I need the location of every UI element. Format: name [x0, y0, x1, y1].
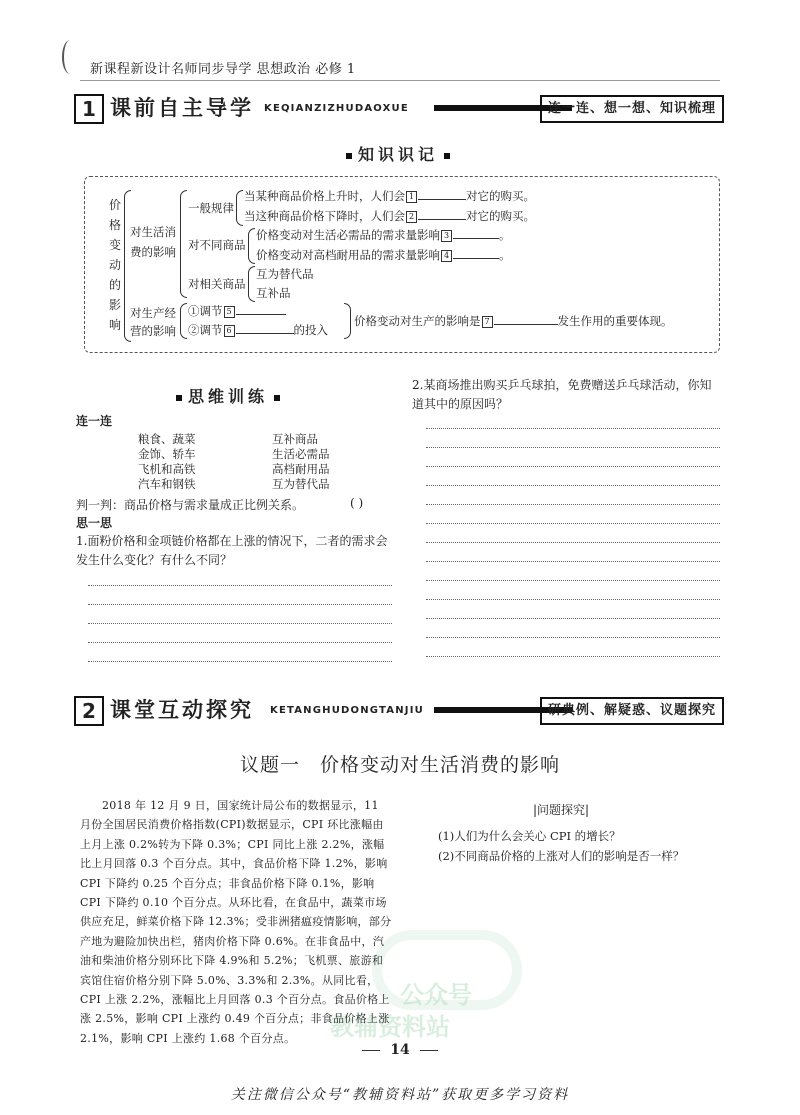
- fill-blank-1[interactable]: [418, 199, 466, 200]
- answer-line[interactable]: [88, 604, 392, 605]
- section-title: 课堂互动探究: [110, 698, 254, 722]
- fill-blank-7[interactable]: [494, 324, 558, 325]
- section-1-banner: [74, 94, 724, 122]
- rule-down-end: 对它的购买。: [466, 209, 535, 223]
- match-right-item[interactable]: 互为替代品: [272, 477, 330, 491]
- match-right-item[interactable]: 互补商品: [272, 432, 318, 446]
- rule-down-line: [244, 208, 535, 224]
- adjust-2-line: [188, 322, 328, 338]
- page-number-text: 14: [390, 1042, 410, 1058]
- heading-bullet-right: [274, 395, 280, 401]
- fill-blank-4[interactable]: [453, 258, 499, 259]
- answer-line[interactable]: [426, 504, 720, 505]
- root-label-char: 的: [108, 278, 121, 292]
- answer-line[interactable]: [426, 656, 720, 657]
- match-right-item[interactable]: 生活必需品: [272, 447, 330, 461]
- header-decoration: [62, 40, 78, 74]
- question-1: (1)人们为什么会关心 CPI 的增长？: [438, 829, 621, 843]
- judge-text: 判一判：商品价格与需求量成正比例关系。: [76, 498, 305, 512]
- judge-answer-paren[interactable]: ( ): [350, 496, 364, 510]
- think-question-1: 1.面粉价格和金项链价格都在上涨的情况下，二者的需求会发生什么变化？有什么不同？: [76, 534, 388, 567]
- match-left-item[interactable]: 汽车和钢铁: [138, 477, 196, 491]
- brace-consumption: [180, 190, 187, 298]
- rule-up-line: [244, 188, 535, 204]
- think-question-2: 2.某商场推出购买乒乓球拍，免费赠送乒乓球活动，你知道其中的原因吗？: [412, 378, 712, 411]
- blank-number-1: 1: [406, 191, 417, 203]
- answer-line[interactable]: [426, 599, 720, 600]
- section-2-banner: [74, 696, 724, 724]
- blank-number-3: 3: [441, 230, 452, 242]
- answer-line[interactable]: [426, 542, 720, 543]
- match-left-item[interactable]: 粮食、蔬菜: [138, 432, 196, 446]
- brace-diff: [248, 228, 255, 264]
- thinking-heading-text: 思维训练: [188, 387, 269, 406]
- watermark-text: 公众号: [400, 981, 472, 1009]
- answer-line[interactable]: [426, 523, 720, 524]
- root-label-char: 变: [108, 238, 121, 252]
- lux-goods-text: 价格变动对高档耐用品的需求量影响: [256, 248, 440, 262]
- section-pinyin: KETANGHUDONGTANJIU: [270, 705, 424, 716]
- branch-consumption: 对生活消费的影响: [130, 225, 176, 259]
- page-number-dash: [362, 1050, 380, 1051]
- section-tag: 连一连、想一想、知识梳理: [540, 95, 724, 123]
- substitute-label: 互为替代品: [256, 267, 314, 281]
- judge-question: [76, 496, 304, 513]
- brace-adjust: [344, 303, 351, 339]
- brace-general: [236, 190, 243, 226]
- production-line: [354, 313, 673, 329]
- question-2: (2)不同商品价格的上涨对人们的影响是否一样？: [438, 849, 685, 863]
- answer-line[interactable]: [426, 580, 720, 581]
- question-explore-label: |问题探究|: [533, 803, 590, 817]
- answer-line[interactable]: [426, 466, 720, 467]
- rule-down-text: 当这种商品价格下降时，人们会: [244, 209, 405, 223]
- fill-blank-2[interactable]: [418, 219, 466, 220]
- production-end: 发生作用的重要体现。: [557, 314, 673, 328]
- think-label: 思一思: [76, 516, 113, 530]
- adjust-1-line: [188, 303, 286, 319]
- match-right-column: [272, 432, 330, 492]
- heading-bullet-left: [176, 395, 182, 401]
- fill-blank-6[interactable]: [236, 333, 294, 334]
- knowledge-heading-text: 知识识记: [358, 145, 439, 164]
- blank-number-2: 2: [406, 211, 417, 223]
- root-label-char: 格: [108, 218, 121, 232]
- section-number: 2: [74, 696, 104, 726]
- answer-line[interactable]: [88, 585, 392, 586]
- adjust-2-end: 的投入: [293, 323, 328, 337]
- diff-goods: 对不同商品: [188, 238, 246, 252]
- match-left-item[interactable]: 金饰、轿车: [138, 447, 196, 461]
- footer-note: 关注微信公众号“教辅资料站”获取更多学习资料: [230, 1087, 570, 1103]
- section-title: 课前自主导学: [110, 96, 254, 120]
- blank-number-4: 4: [441, 250, 452, 262]
- complement-label: 互补品: [256, 286, 291, 300]
- knowledge-heading: [340, 142, 456, 165]
- root-label-char: 动: [108, 258, 121, 272]
- thinking-heading: [170, 384, 286, 407]
- match-left-item[interactable]: 飞机和高铁: [138, 462, 196, 476]
- case-paragraph: 2018 年 12 月 9 日，国家统计局公布的数据显示，11 月份全国居民消费价格指数(CPI)数据显示，CPI 环比涨幅由上月上涨 0.2%转为下降 0.3%；CPI 同比上涨 2.2%，涨幅比上月回落 0.3 个百分点。其中，食品价格下降 1.2%，影响 CPI 下降约 0.25 个百分点；非食品价格下降 0.1%，影响 CPI 下降约 0.10 个百分点。从环比看，在食品中，蔬菜市场供应充足，鲜菜价格下降 12.3%；受非洲猪瘟疫情影响，部分产地为避险加快出栏，猪肉价格下降 0.6%。在非食品中，汽油和柴油价格分别环比下降 4.9%和 5.2%；飞机票、旅游和宾馆住宿价格分别下降 5.0%、3.3%和 2.3%。从同比看，CPI 上涨 2.2%，涨幅比上月回落 0.3 个百分点。食品价格上涨 2.5%，影响 CPI 上涨约 0.49 个百分点；非食品价格上涨 2.1%，影响 CPI 上涨约 1.68 个百分点。: [80, 799, 392, 1045]
- answer-line[interactable]: [426, 618, 720, 619]
- branch-production: 对生产经营的影响: [130, 306, 176, 338]
- adjust-1-text: ①调节: [188, 304, 223, 318]
- fill-blank-5[interactable]: [236, 314, 286, 315]
- root-label-char: 价: [108, 198, 121, 212]
- rule-up-end: 对它的购买。: [466, 189, 535, 203]
- need-goods-line: 价格变动对生活必需品的需求量影响 3 。: [256, 228, 511, 242]
- watermark-text: 教辅资料站: [330, 1013, 450, 1041]
- running-header: 新课程新设计名师同步导学 思想政治 必修 1: [90, 62, 356, 77]
- page-number-dash: [420, 1050, 438, 1051]
- heading-bullet-left: [346, 153, 352, 159]
- root-label: [108, 195, 122, 335]
- answer-line[interactable]: [426, 428, 720, 429]
- need-goods-text: 价格变动对生活必需品的需求量影响: [256, 228, 440, 242]
- root-label-char: 响: [108, 318, 121, 332]
- production-text: 价格变动对生产的影响是: [354, 314, 481, 328]
- answer-line[interactable]: [426, 447, 720, 448]
- blank-number-7: 7: [482, 316, 493, 328]
- section-pinyin: KEQIANZIZHUDAOXUE: [264, 103, 409, 114]
- related-goods: 对相关商品: [188, 277, 246, 291]
- root-label-char: 影: [108, 298, 121, 312]
- answer-line[interactable]: [88, 661, 392, 662]
- blank-number-6: 6: [224, 325, 235, 337]
- section-tag: 研典例、解疑惑、议题探究: [540, 697, 724, 725]
- brace-related: [248, 266, 255, 302]
- answer-line[interactable]: [426, 485, 720, 486]
- adjust-2-text: ②调节: [188, 323, 223, 337]
- answer-line[interactable]: [426, 637, 720, 638]
- fill-blank-3[interactable]: [453, 238, 499, 239]
- page-number: [0, 1042, 800, 1058]
- rule-general: 一般规律: [188, 201, 234, 215]
- brace-production: [180, 303, 187, 339]
- answer-line[interactable]: [88, 623, 392, 624]
- lux-goods-line: 价格变动对高档耐用品的需求量影响 4 。: [256, 248, 511, 262]
- match-right-item[interactable]: 高档耐用品: [272, 462, 330, 476]
- heading-bullet-right: [444, 153, 450, 159]
- rule-up-text: 当某种商品价格上升时，人们会: [244, 189, 405, 203]
- answer-line[interactable]: [426, 561, 720, 562]
- header-rule: [80, 80, 720, 81]
- answer-line[interactable]: [88, 642, 392, 643]
- topic-title: 议题一 价格变动对生活消费的影响: [239, 754, 560, 776]
- match-label: 连一连: [76, 414, 113, 428]
- section-number: 1: [74, 94, 104, 124]
- blank-number-5: 5: [224, 306, 235, 318]
- match-left-column: [138, 432, 196, 492]
